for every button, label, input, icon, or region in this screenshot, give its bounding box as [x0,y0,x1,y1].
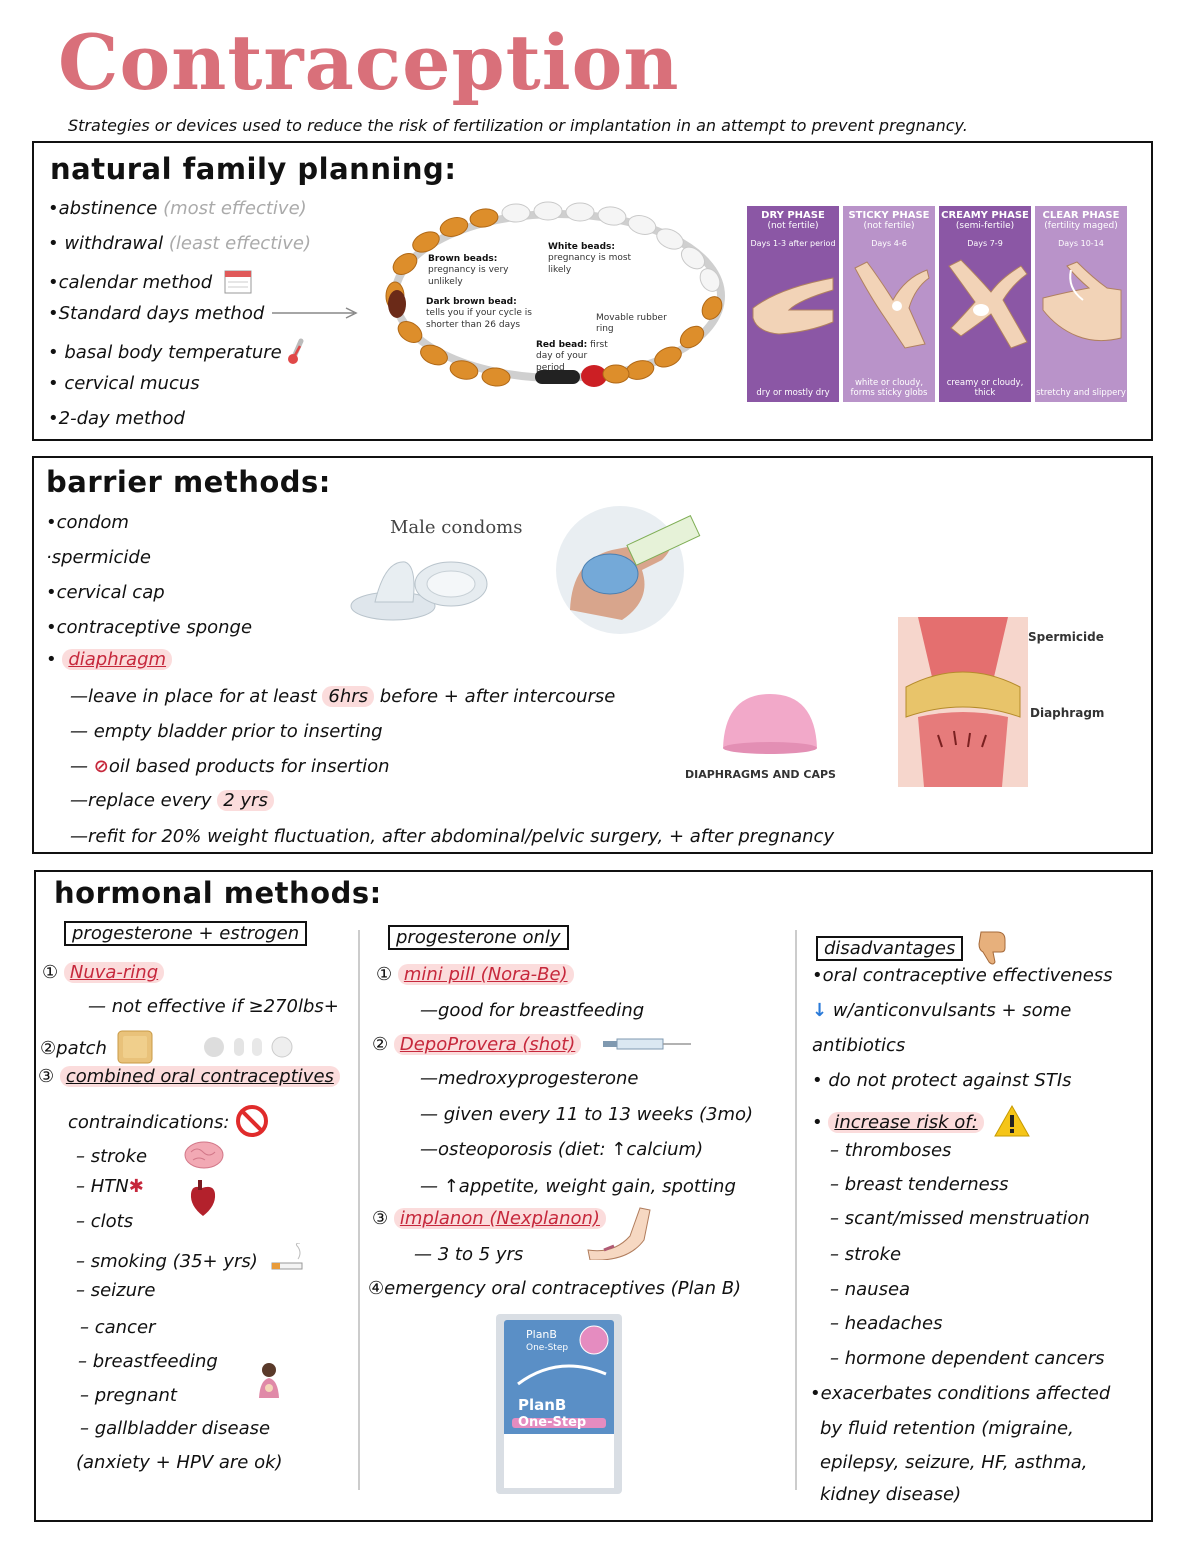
natural-item: •Standard days method [48,303,360,324]
risk-item: – breast tenderness [830,1174,1009,1195]
sponge-in-hand-illustration [552,500,702,635]
disadvantage-line: •oral contraceptive effectiveness [812,965,1113,986]
combined-item-oral: ③ combined oral contraceptives [38,1066,340,1087]
burst-icon: ✱ [128,1176,144,1197]
combined-header: progesterone + estrogen [64,921,307,946]
page-title: Contraception [58,18,680,107]
progesterone-item-minipill: ① mini pill (Nora-Be) [376,964,574,985]
diaphragm-cap-illustration [715,690,825,755]
fingers-illustration [941,248,1029,358]
natural-item: •abstinence (most effective) [48,198,307,219]
syringe-icon [601,1034,693,1054]
arm-implant-icon [584,1200,656,1260]
contraindication: – clots [76,1211,134,1232]
warning-icon [993,1104,1031,1138]
depo-note: —medroxyprogesterone [420,1068,639,1089]
disadvantages-header: disadvantages [816,928,1013,966]
progesterone-item-planb: ④emergency oral contraceptives (Plan B) [368,1278,742,1299]
contraindication: – stroke [76,1140,225,1172]
diaphragm-placement-illustration [898,617,1028,787]
risk-item: – scant/missed menstruation [830,1208,1090,1229]
diaphragm-note: — ⊘oil based products for insertion [70,756,390,777]
thumbs-down-icon [975,928,1013,966]
barrier-item: • diaphragm [46,649,172,670]
brain-icon [183,1140,225,1172]
contraindications-label: contraindications: [68,1104,269,1138]
natural-item: •calendar method [48,268,252,294]
caption-brown-beads: Brown beads: pregnancy is very unlikely [428,254,509,287]
fingers-illustration [749,248,837,358]
calendar-icon [224,268,252,294]
condoms-illustration [345,550,495,625]
svg-text:PlanB: PlanB [526,1328,557,1341]
disadvantage-line: • do not protect against STIs [812,1070,1072,1091]
risk-item: – thromboses [830,1140,952,1161]
barrier-item: •cervical cap [46,582,165,603]
contraindication-footer: (anxiety + HPV are ok) [76,1452,283,1473]
mucus-phase-clear: CLEAR PHASE (fertility maged) Days 10-14 stretchy and slippery [1035,206,1127,402]
contraindication: – pregnant [80,1385,177,1406]
risk-item: – headaches [830,1313,943,1334]
diaphragm-note: —refit for 20% weight fluctuation, after abdominal/pelvic surgery, + after pregnancy [70,826,835,847]
caption-red-bead: Red bead: first day of your period [536,340,608,373]
combined-item-nuvaring: ① Nuva-ring [42,962,164,983]
svg-text:One-Step: One-Step [526,1343,569,1353]
diaphragm-note: —replace every 2 yrs [70,790,274,811]
disadvantage-line: ↓ w/anticonvulsants + some [812,1000,1072,1021]
risk-item: – hormone dependent cancers [830,1348,1105,1369]
male-condoms-label: Male condoms [390,517,523,538]
risk-item: – nausea [830,1279,911,1300]
prohibited-icon: ⊘ [93,756,109,777]
caption-white-beads: White beads: pregnancy is most likely [548,242,632,275]
exacerbates-line: kidney disease) [820,1484,962,1505]
caption-dark-brown-bead: Dark brown bead: tells you if your cycle is shorter than 26 days [426,297,532,330]
mucus-phase-dry: DRY PHASE (not fertile) Days 1-3 after period dry or mostly dry [747,206,839,402]
diaphragm-label: Diaphragm [1030,706,1105,720]
pills-icon [202,1036,294,1058]
contraindication: – gallbladder disease [80,1418,271,1439]
fingers-illustration [1037,248,1125,358]
barrier-item: •condom [46,512,129,533]
progesterone-item-depo: ② DepoProvera (shot) [372,1034,693,1055]
heart-icon [188,1180,218,1218]
nuvaring-note: — not effective if ≥270lbs+ [88,996,339,1017]
hormonal-heading: hormonal methods: [54,876,382,910]
spermicide-label: Spermicide [1028,630,1104,644]
mucus-phase-creamy: CREAMY PHASE (semi-fertile) Days 7-9 creamy or cloudy, thick [939,206,1031,402]
natural-heading: natural family planning: [50,152,457,186]
thermometer-icon [287,338,307,366]
exacerbates-line: epilepsy, seizure, HF, asthma, [820,1452,1088,1473]
exacerbates-line: by fluid retention (migraine, [820,1418,1074,1439]
diaphragm-note: — empty bladder prior to inserting [70,721,383,742]
minipill-note: —good for breastfeeding [420,1000,645,1021]
no-sign-icon [235,1104,269,1138]
natural-item: • withdrawal (least effective) [48,233,312,254]
down-arrow-icon: ↓ [812,1000,828,1021]
barrier-heading: barrier methods: [46,465,331,499]
combined-item-patch: ②patch [40,1030,294,1064]
patch-icon [117,1030,153,1064]
natural-item: • cervical mucus [48,373,200,394]
contraindication: – seizure [76,1280,156,1301]
implanon-note: — 3 to 5 yrs [414,1244,524,1265]
contraindication: – cancer [80,1317,156,1338]
contraindication: – smoking (35+ yrs) [76,1243,308,1273]
svg-text:One-Step: One-Step [518,1415,587,1430]
risk-item: – stroke [830,1244,902,1265]
breastfeeding-icon [256,1362,282,1398]
fingers-illustration [845,248,933,358]
contraindication: – breastfeeding [78,1351,218,1372]
barrier-item: •contraceptive sponge [46,617,253,638]
svg-text:PlanB: PlanB [518,1396,567,1414]
column-divider [358,930,360,1490]
diaphragm-note: —leave in place for at least 6hrs before + after intercourse [70,686,616,707]
depo-note: — given every 11 to 13 weeks (3mo) [420,1104,754,1125]
natural-item: • basal body temperature [48,338,307,366]
diaphragms-caps-label: DIAPHRAGMS AND CAPS [685,768,836,781]
cigarette-icon [270,1243,308,1273]
depo-note: — ↑appetite, weight gain, spotting [420,1176,736,1197]
disadvantage-line: antibiotics [812,1035,906,1056]
mucus-phase-sticky: STICKY PHASE (not fertile) Days 4-6 white or cloudy, forms sticky globs [843,206,935,402]
barrier-item: ·spermicide [46,547,151,568]
page-subtitle: Strategies or devices used to reduce the risk of fertilization or implantation in an attempt to prevent pregnancy. [68,116,968,135]
column-divider [795,930,797,1490]
contraindication: – HTN✱ [76,1176,218,1218]
caption-rubber-ring: Movable rubber ring [596,313,667,335]
risk-label: • increase risk of: [812,1104,1031,1138]
depo-note: —osteoporosis (diet: ↑calcium) [420,1139,704,1160]
progesterone-header: progesterone only [388,925,569,950]
arrow-right-icon [270,306,360,320]
exacerbates-line: •exacerbates conditions affected [810,1383,1111,1404]
planb-box-image [496,1314,622,1494]
progesterone-item-implanon: ③ implanon (Nexplanon) [372,1208,606,1229]
natural-item: •2-day method [48,408,185,429]
